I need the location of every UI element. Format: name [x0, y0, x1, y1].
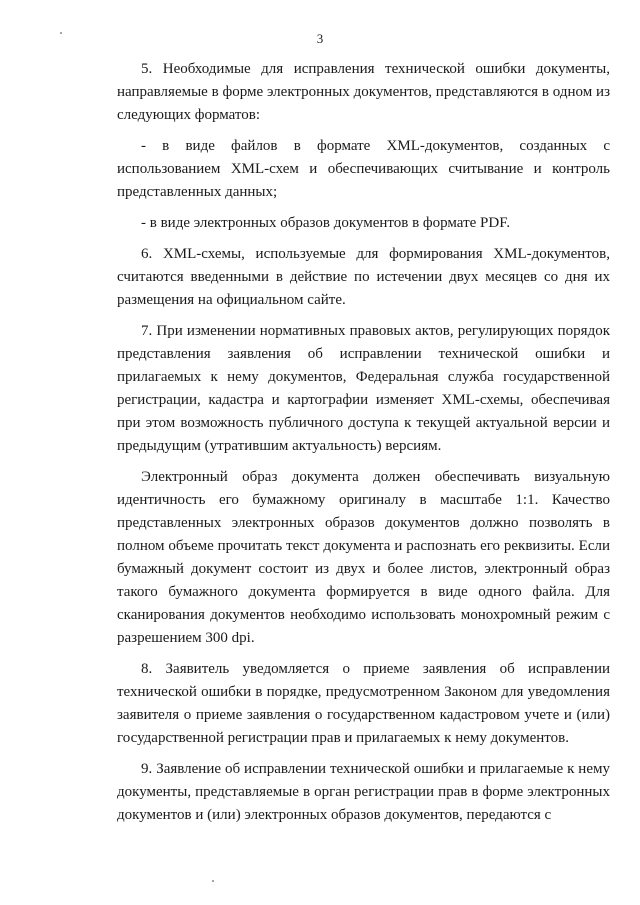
paragraph-7: 7. При изменении нормативных правовых актов, регулирующих порядок представления заявления об исправлении технической ошибки и прилагаемых к нему документов, Федеральная служба государственной регистрации, кадастра и картографии изменяет XML-схемы, обеспечивая при этом возможность публичного доступа к текущей актуальной версии и предыдущим (утратившим актуальность) версиям. — [117, 323, 610, 454]
paragraph-list-item-xml: - в виде файлов в формате XML-документов, созданных с использованием XML-схем и обеспечивающих считывание и контроль представленных данных; — [117, 138, 610, 200]
paragraph-electronic-image: Электронный образ документа должен обеспечивать визуальную идентичность его бумажному оригиналу в масштабе 1:1. Качество представленных электронных образов документов должно позволять в полном объеме прочитать текст документа и распознать его реквизиты. Если бумажный документ состоит из двух и более листов, электронный образ такого бумажного документа формируется в виде одного файла. Для сканирования документов необходимо использовать монохромный режим с разрешением 300 dpi. — [117, 469, 610, 646]
paragraph-list-item-pdf: - в виде электронных образов документов в формате PDF. — [141, 215, 511, 231]
paragraph-5: 5. Необходимые для исправления технической ошибки документы, направляемые в форме электронных документов, представляются в одном из следующих форматов: — [117, 61, 610, 123]
paragraph-9: 9. Заявление об исправлении технической ошибки и прилагаемые к нему документы, представляемые в орган регистрации прав в форме электронных документов и (или) электронных образов документов, передаются с — [117, 761, 610, 823]
paragraph-6: 6. XML-схемы, используемые для формирования XML-документов, считаются введенными в действие по истечении двух месяцев со дня их размещения на официальном сайте. — [117, 246, 610, 308]
paragraph-8: 8. Заявитель уведомляется о приеме заявления об исправлении технической ошибки в порядке, предусмотренном Законом для уведомления заявителя о приеме заявления о государственном кадастровом учете и (или) государственной регистрации прав и прилагаемых к нему документов. — [117, 661, 610, 746]
document-body — [117, 58, 610, 827]
page-number: 3 — [316, 31, 324, 46]
scan-speck — [212, 880, 214, 882]
